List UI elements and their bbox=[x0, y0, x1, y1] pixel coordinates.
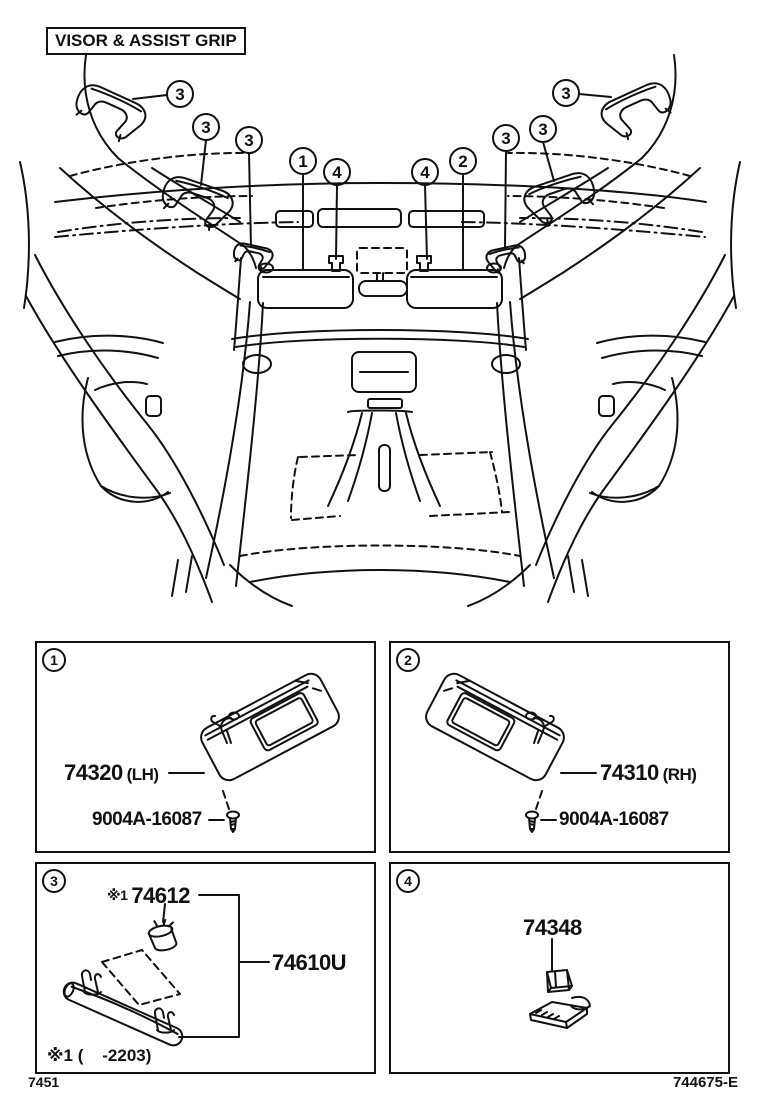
svg-text:4: 4 bbox=[332, 163, 342, 182]
part-number-74348: 74348 bbox=[523, 915, 582, 940]
visor-holder-art bbox=[391, 864, 728, 1072]
part-number-74320: 74320 (LH) bbox=[64, 760, 159, 785]
roof-header-lines bbox=[55, 183, 706, 237]
figure-code: 744675-E bbox=[672, 1074, 738, 1091]
assist-grip-small-left bbox=[231, 238, 275, 272]
sun-visor-left-installed bbox=[258, 256, 353, 308]
callout-3-top-left bbox=[167, 81, 193, 107]
svg-text:3: 3 bbox=[538, 120, 548, 139]
callout-3-mid-left bbox=[193, 114, 219, 140]
visor-lh-art bbox=[37, 643, 374, 851]
callout-3-top-right bbox=[553, 80, 579, 106]
callout-3-inner-left bbox=[236, 127, 262, 153]
part-number-74612: ※1 74612 bbox=[107, 883, 190, 908]
callout-1 bbox=[290, 148, 316, 174]
page-title: VISOR & ASSIST GRIP bbox=[46, 27, 246, 55]
box1-callout-badge: 1 bbox=[42, 648, 66, 672]
part-number-74610u: 74610U bbox=[272, 950, 347, 975]
box4-callout-badge: 4 bbox=[396, 869, 420, 893]
callout-3-inner-right bbox=[493, 125, 519, 151]
callout-2 bbox=[450, 148, 476, 174]
svg-text:3: 3 bbox=[175, 85, 185, 104]
part-number-9004a-16087-rh: 9004A-16087 bbox=[559, 809, 669, 830]
detail-box-4 bbox=[389, 862, 730, 1074]
dashboard-console-lines bbox=[232, 330, 528, 582]
callout-4-right bbox=[412, 159, 438, 185]
svg-text:3: 3 bbox=[244, 131, 254, 150]
svg-text:3: 3 bbox=[561, 84, 571, 103]
assist-grip-top-right bbox=[597, 73, 678, 145]
page-code: 7451 bbox=[28, 1074, 60, 1090]
svg-text:4: 4 bbox=[420, 163, 430, 182]
assist-grip-top-left bbox=[69, 75, 150, 147]
box2-callout-badge: 2 bbox=[396, 648, 420, 672]
rearview-mirror-area bbox=[357, 248, 407, 296]
part-number-74310: 74310 (RH) bbox=[600, 760, 697, 785]
svg-text:1: 1 bbox=[298, 152, 308, 171]
detail-box-2 bbox=[389, 641, 730, 853]
sun-visor-right-installed bbox=[407, 256, 502, 308]
detail-box-3 bbox=[35, 862, 376, 1074]
footnote-applicability: ※1 ( -2203) bbox=[47, 1046, 152, 1065]
svg-text:2: 2 bbox=[458, 152, 468, 171]
detail-box-1 bbox=[35, 641, 376, 853]
callout-4-left bbox=[324, 159, 350, 185]
callout-3-mid-right bbox=[530, 116, 556, 142]
svg-text:3: 3 bbox=[501, 129, 511, 148]
box3-callout-badge: 3 bbox=[42, 869, 66, 893]
part-number-9004a-16087-lh: 9004A-16087 bbox=[92, 809, 202, 830]
svg-text:3: 3 bbox=[201, 118, 211, 137]
